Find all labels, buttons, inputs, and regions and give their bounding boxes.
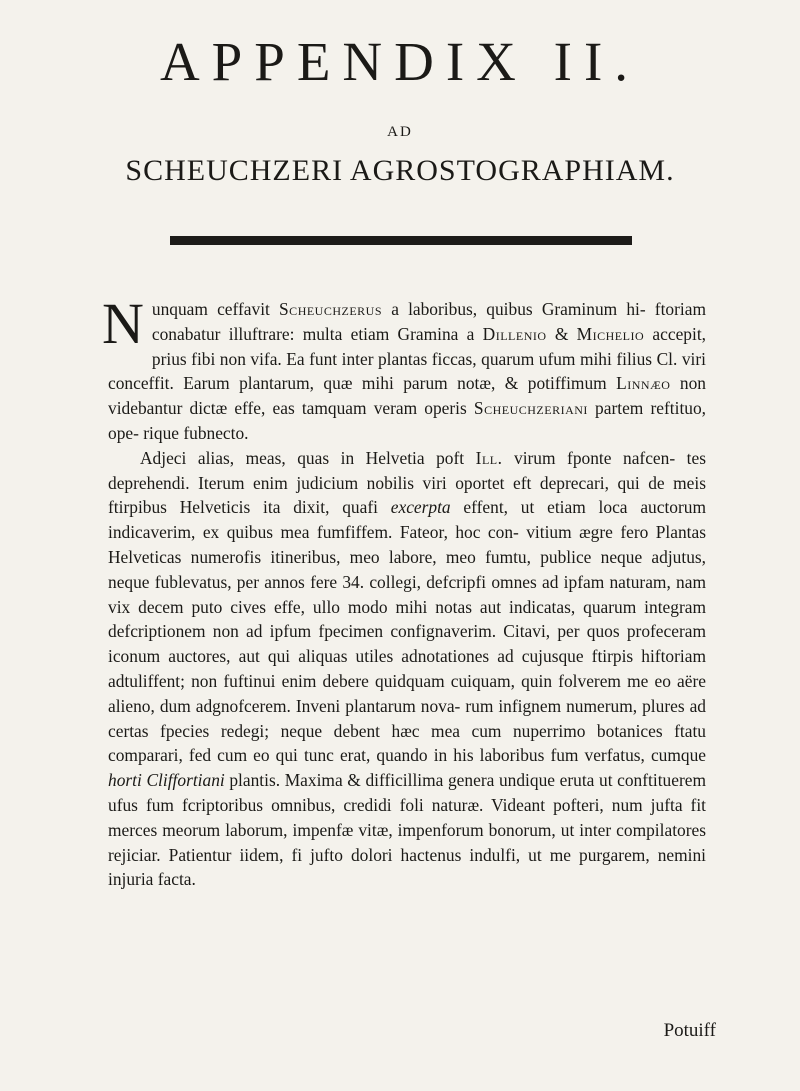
p1-text-6: partem reftituo, ope- rique fubnecto. bbox=[108, 398, 707, 443]
p2-name-1: Ill. bbox=[475, 447, 503, 468]
p2-italic-2: horti Cliffortiani bbox=[108, 770, 225, 791]
p1-text-3: & bbox=[546, 323, 577, 344]
ornamental-rule bbox=[170, 236, 632, 245]
p2-text-2: virum fponte nafcen- tes deprehendi. Iterum enim judicium nobilis viri oportet eft deprecari, qui de meis ftirpibus Helveticis ita dixit, quafi bbox=[108, 447, 706, 518]
paragraph-2 bbox=[108, 446, 706, 892]
appendix-heading: APPENDIX II. bbox=[159, 31, 641, 92]
p1-text-5: non videbantur dictæ effe, eas tamquam veram operis bbox=[108, 373, 706, 419]
p1-name-4: Linnæo bbox=[616, 373, 671, 394]
p2-text-1: Adjeci alias, meas, quas in Helvetia poft bbox=[140, 447, 476, 468]
paragraph-1 bbox=[102, 291, 707, 446]
p2-italic-1: excerpta bbox=[390, 497, 451, 518]
p1-name-2: Dillenio bbox=[482, 323, 547, 344]
p2-text-3: effent, ut etiam loca auctorum indicaverim, ex quibus mea fumfiffem. Fateor, hoc con- vitium ægre fero Plantas Helveticas numerofis itineribus, meo labore, meo fumtu, publice neque adjutus, neque fublevatus, per annos fere 34. collegi, defcripfi omnes ad ipfam naturam, nam vix decem puto cives effe, ullo modo mihi notas aut indicatas, quarum integram defcriptionem non ad ipfum fpecimen confignaverim. Citavi, per quos profeceram iconum auctores, aut qui aliquas utiles adnotationes ad cujusque ftirpis hiftoriam adtuliffent; non fuftinui enim debere quidquam cuiquam, quin folverem me eo aëre alieno, dum adgnofcerem. Inveni plantarum nova- rum infignem numerum, plures ad certas fpecies redegi; neque debent hæc mea cum nuperrimo botanices ftatu comparari, fed cum eo qui tunc erat, quando in his laboribus fum verfatus, cumque bbox=[108, 497, 706, 766]
p1-text-2: a laboribus, quibus Graminum hi- ftoriam conabatur illuftrare: multa etiam Gramina a bbox=[151, 299, 706, 344]
p1-text-1: unquam ceffavit bbox=[151, 299, 280, 319]
drop-cap-initial: N bbox=[102, 291, 144, 356]
p2-text-4: plantis. Maxima & difficillima genera undique eruta ut conftituerem ufus fum fcriptoribus omnibus, credidi foli naturæ. Videant pofteri, num jufta fit merces meorum laborum, impenfæ vitæ, impenforum bonorum, ut inter compilatores rejiciar. Patientur iidem, fi jufto dolori hactenus indulfi, ut me purgarem, nemini injuria facta. bbox=[108, 770, 706, 890]
subtitle-ad: AD bbox=[387, 124, 413, 140]
catchword: Potuiff bbox=[663, 1020, 716, 1041]
p1-name-3: Michelio bbox=[576, 323, 645, 344]
body-text bbox=[102, 291, 707, 892]
p1-name-5: Scheuchzeriani bbox=[473, 398, 588, 419]
p1-name-1: Scheuchzerus bbox=[279, 299, 383, 319]
subtitle: SCHEUCHZERI AGROSTOGRAPHIAM. bbox=[125, 154, 675, 187]
p1-text-4: accepit, prius fibi non vifa. Ea funt inter plantas ficcas, quarum ufum mihi filius Cl. viri conceffit. Earum plantarum, quæ mihi parum notæ, & potiffimum bbox=[108, 323, 706, 394]
